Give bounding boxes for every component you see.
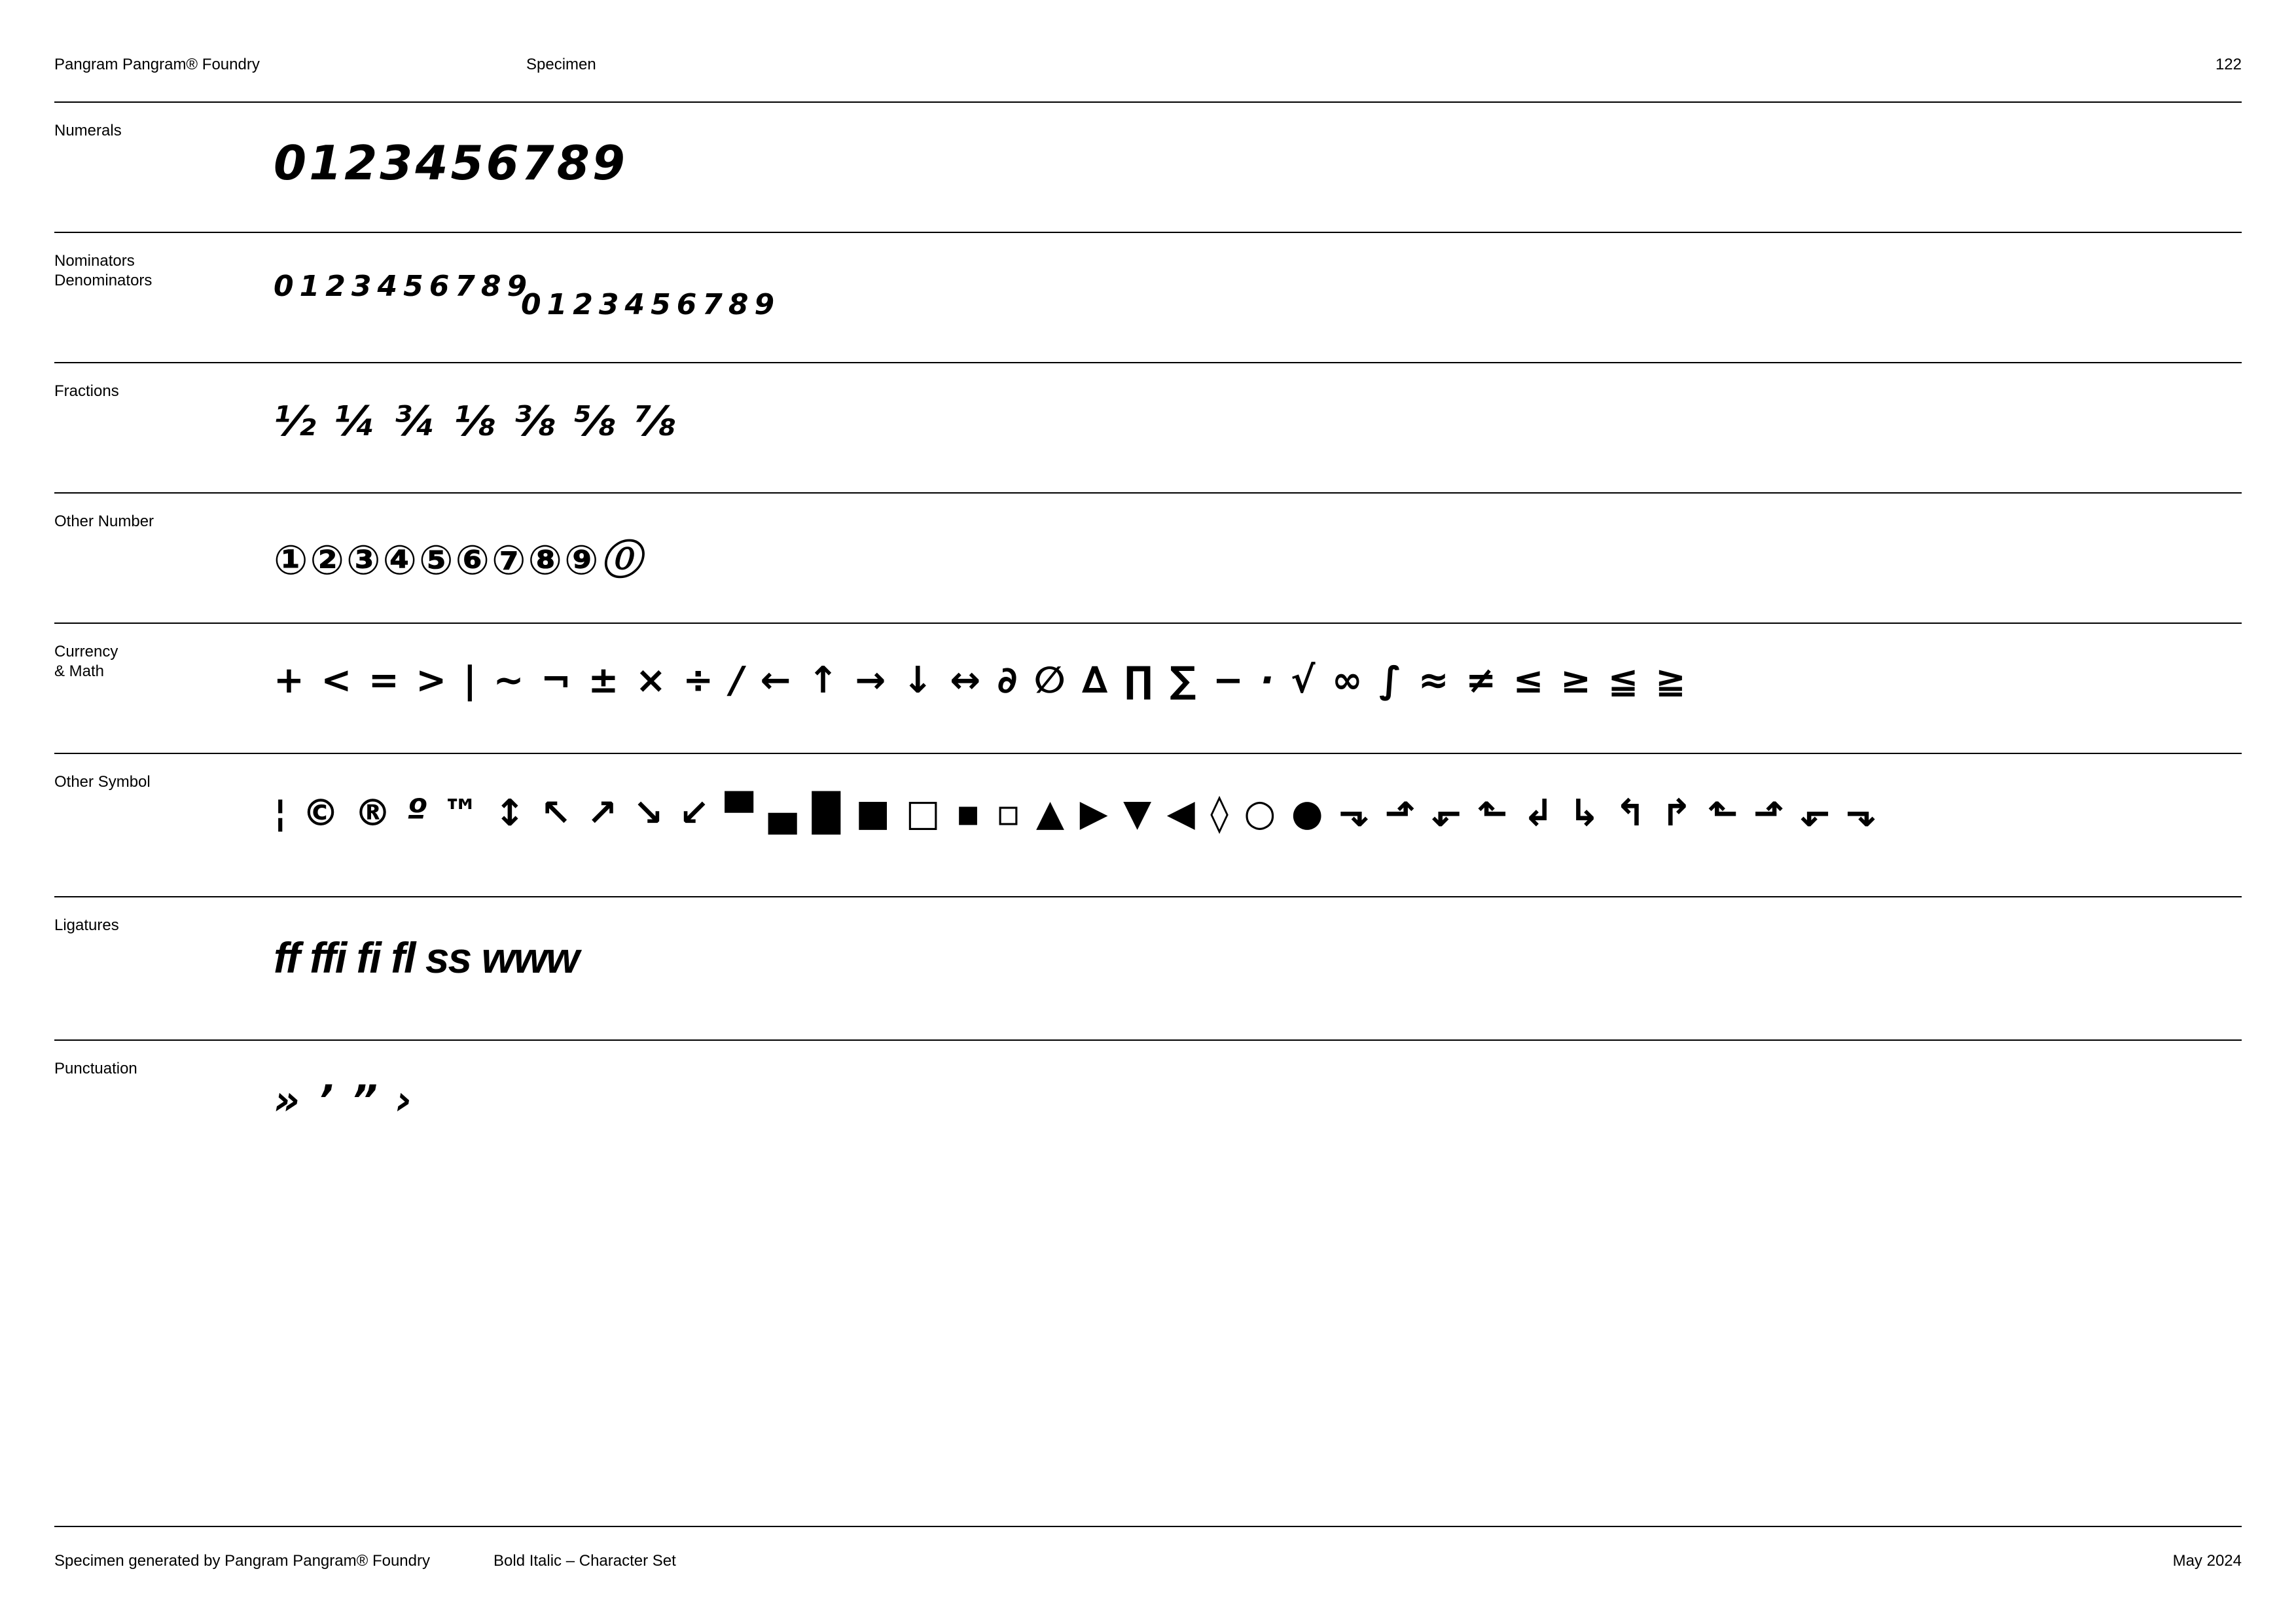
row-ligatures: [0, 896, 2296, 1039]
glyphs-ligatures: ff ffi fi fl ss www: [274, 933, 579, 982]
row-label-numerals: Numerals: [54, 122, 122, 139]
glyphs-currency-math: + < = > | ~ ¬ ± × ÷ ∕ ← ↑ → ↓ ↔ ∂ ∅ ∆ ∏ ∑ − · √ ∞ ∫ ≈ ≠ ≤ ≥ ≦ ≧: [274, 659, 1688, 702]
foundry-name: Pangram Pangram® Foundry: [54, 56, 260, 73]
glyphs-numerals: 0123456789: [274, 135, 628, 190]
row-label-punctuation: Punctuation: [54, 1060, 137, 1077]
row-label-currency-math: [54, 642, 251, 681]
generated-by: Specimen generated by Pangram Pangram® Foundry: [54, 1552, 430, 1570]
row-other-number: [0, 492, 2296, 623]
glyphs-other-number: ①②③④⑤⑥⑦⑧⑨⓪: [274, 536, 643, 584]
row-label-ligatures: Ligatures: [54, 916, 119, 934]
row-currency-math: [0, 623, 2296, 753]
document-title: Specimen: [526, 56, 596, 73]
row-label-nominators: [54, 251, 251, 291]
row-label-fractions: Fractions: [54, 382, 119, 400]
glyphs-denominators: 0123456789: [521, 288, 781, 321]
row-nominators: [0, 232, 2296, 362]
row-other-symbol: [0, 753, 2296, 896]
row-numerals: [0, 101, 2296, 232]
label-denominators: Denominators: [54, 272, 152, 289]
label-math: & Math: [54, 662, 105, 680]
character-set-name: Bold Italic – Character Set: [493, 1552, 676, 1570]
row-label-other-symbol: Other Symbol: [54, 773, 151, 791]
label-nominators: Nominators: [54, 252, 135, 270]
footer-divider: [54, 1526, 2242, 1527]
label-currency: Currency: [54, 643, 118, 660]
publish-date: May 2024: [2172, 1552, 2242, 1570]
row-punctuation: [0, 1039, 2296, 1183]
glyphs-fractions: ½ ¼ ¾ ⅛ ⅜ ⅝ ⅞: [274, 397, 678, 445]
page-header: [0, 55, 2296, 75]
glyphs-other-symbol: ¦ © ® º ™ ↕ ↖ ↗ ↘ ↙ ▀ ▄ █ ■ □ ▪ ▫ ▲ ▶ ▼ ◀ ◊ ○ ● ⬎ ⬏ ⬐ ⬑ ↲ ↳ ↰ ↱ ⬑ ⬏ ⬐ ⬎: [274, 792, 1878, 835]
row-fractions: [0, 362, 2296, 492]
glyphs-nominators: 0123456789: [274, 270, 533, 303]
row-label-other-number: Other Number: [54, 513, 154, 530]
page-footer: [0, 1551, 2296, 1571]
page-number: 122: [2215, 56, 2242, 73]
glyphs-punctuation: » ’ ” ›: [274, 1076, 415, 1124]
